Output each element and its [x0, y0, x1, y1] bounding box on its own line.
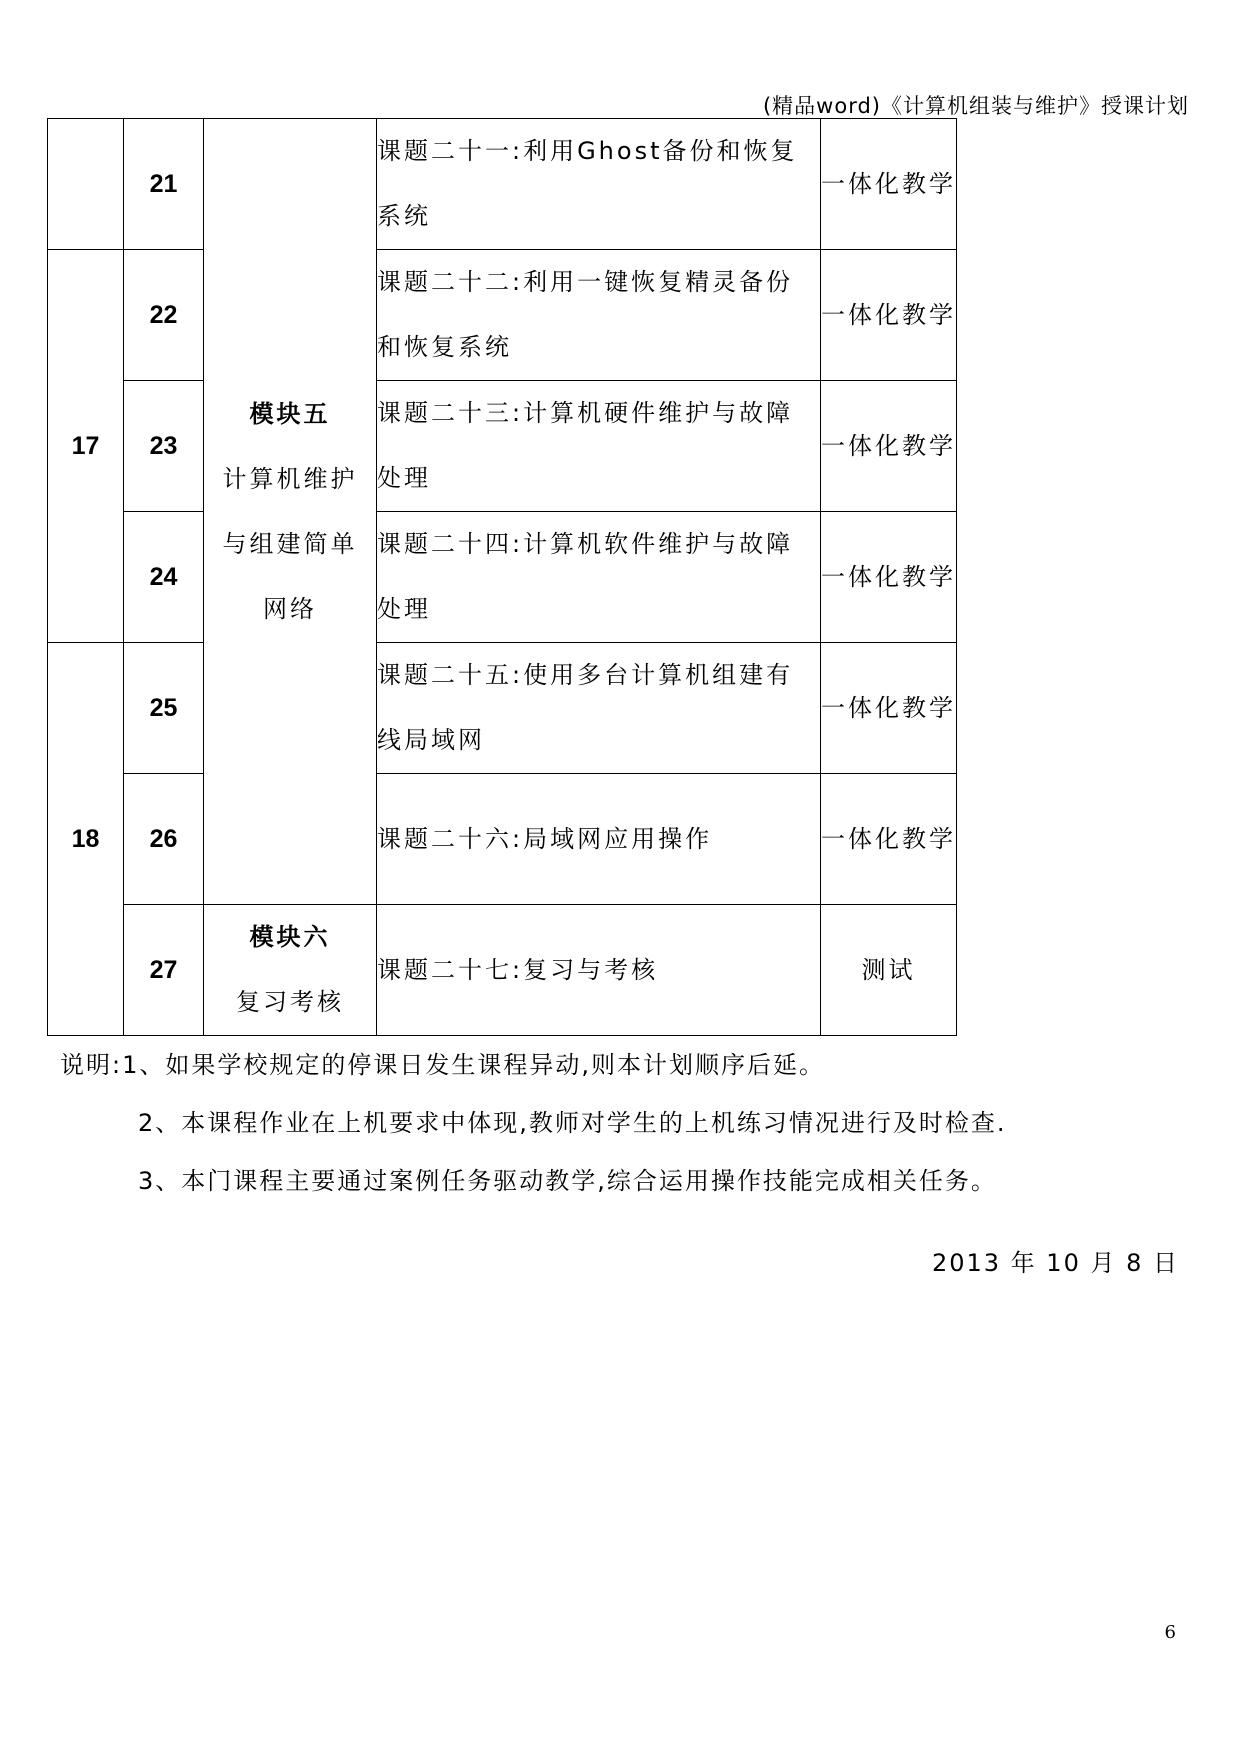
note-line: 3、本门课程主要通过案例任务驱动教学,综合运用操作技能完成相关任务。	[138, 1167, 997, 1195]
lesson-number: 27	[124, 905, 204, 1036]
table-row	[48, 381, 957, 512]
notes-section	[60, 1045, 1007, 1219]
note-line: 2、本课程作业在上机要求中体现,教师对学生的上机练习情况进行及时检查.	[138, 1109, 1007, 1137]
teaching-method: 一体化教学	[821, 774, 957, 905]
teaching-method: 一体化教学	[821, 512, 957, 643]
schedule-table	[47, 118, 957, 1036]
table-row	[48, 512, 957, 643]
teaching-method: 测试	[821, 905, 957, 1036]
table-row	[48, 774, 957, 905]
lesson-number: 26	[124, 774, 204, 905]
lesson-number: 21	[124, 119, 204, 250]
teaching-method: 一体化教学	[821, 250, 957, 381]
module-cell	[204, 905, 377, 1036]
table-row	[48, 119, 957, 250]
module-cell	[204, 119, 377, 905]
lesson-topic: 课题二十三:计算机硬件维护与故障处理	[377, 381, 821, 512]
lesson-topic: 课题二十一:利用Ghost备份和恢复系统	[377, 119, 821, 250]
lesson-topic: 课题二十六:局域网应用操作	[377, 774, 821, 905]
week-number: 18	[48, 643, 124, 1036]
lesson-topic: 课题二十五:使用多台计算机组建有线局域网	[377, 643, 821, 774]
note-line: 说明:1、如果学校规定的停课日发生课程异动,则本计划顺序后延。	[60, 1051, 825, 1079]
lesson-topic: 课题二十七:复习与考核	[377, 905, 821, 1036]
table-row	[48, 250, 957, 381]
module-line: 网络	[263, 594, 317, 623]
page-number: 6	[1164, 1622, 1176, 1643]
week-number: 17	[48, 250, 124, 643]
week-cell-empty	[48, 119, 124, 250]
plan-date: 2013 年 10 月 8 日	[931, 1249, 1179, 1277]
table-row	[48, 643, 957, 774]
module-title: 模块五	[249, 399, 331, 428]
lesson-number: 22	[124, 250, 204, 381]
lesson-number: 24	[124, 512, 204, 643]
teaching-method: 一体化教学	[821, 119, 957, 250]
lesson-number: 23	[124, 381, 204, 512]
module-title: 模块六	[249, 923, 331, 951]
teaching-method: 一体化教学	[821, 381, 957, 512]
teaching-method: 一体化教学	[821, 643, 957, 774]
lesson-topic: 课题二十二:利用一键恢复精灵备份和恢复系统	[377, 250, 821, 381]
lesson-topic: 课题二十四:计算机软件维护与故障处理	[377, 512, 821, 643]
module-line: 计算机维护	[222, 464, 358, 493]
lesson-number: 25	[124, 643, 204, 774]
module-line: 复习考核	[236, 988, 344, 1016]
table-row	[48, 905, 957, 1036]
module-line: 与组建简单	[222, 529, 358, 558]
page-header: (精品word)《计算机组装与维护》授课计划	[762, 94, 1189, 118]
